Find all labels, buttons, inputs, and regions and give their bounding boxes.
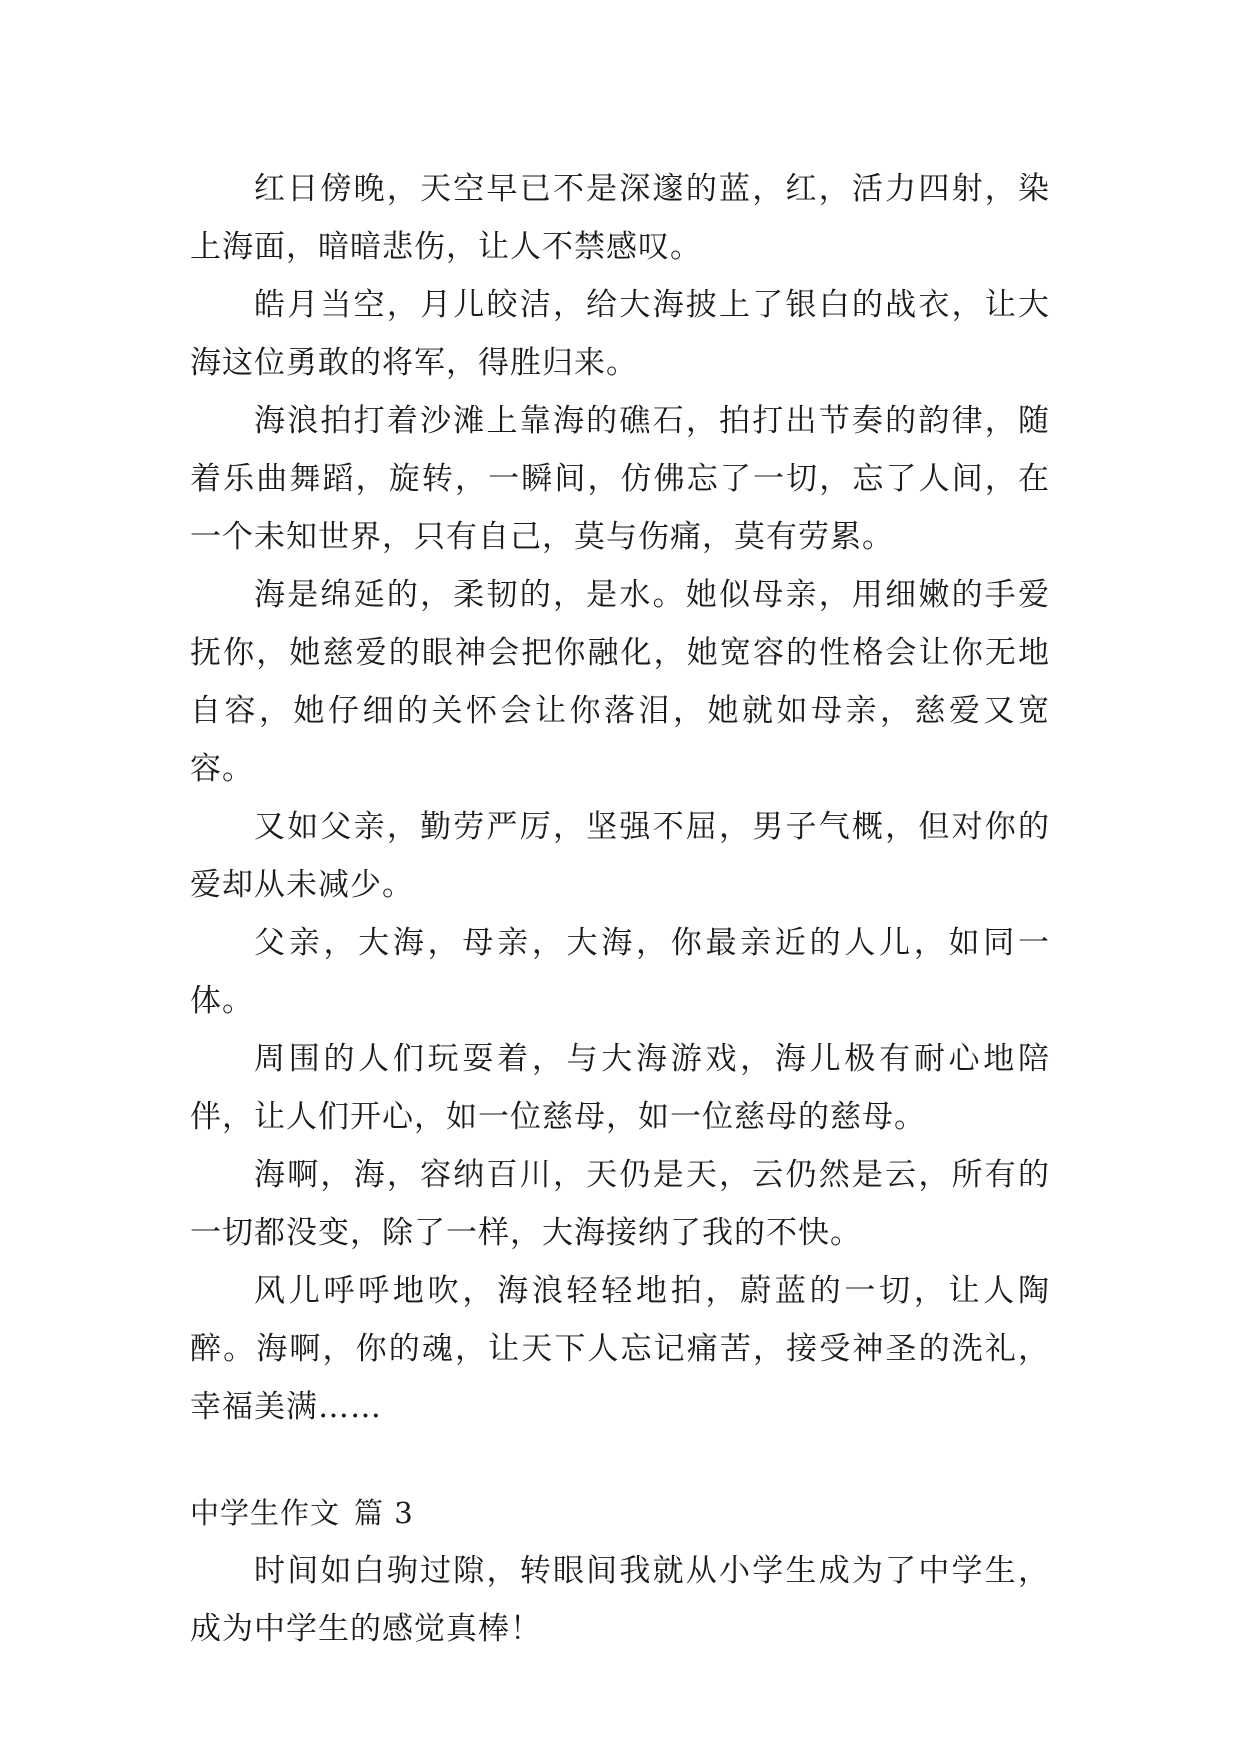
paragraph-sunset: 红日傍晚，天空早已不是深邃的蓝，红，活力四射，染上海面，暗暗悲伤，让人不禁感叹。 — [190, 171, 1050, 265]
paragraph-waves: 海浪拍打着沙滩上靠海的礁石，拍打出节奏的韵律，随着乐曲舞蹈，旋转，一瞬间，仿佛忘了一切，忘了人间，在一个未知世界，只有自己，莫与伤痛，莫有劳累。 — [190, 403, 1050, 555]
section-number: 篇 3 — [354, 1496, 414, 1530]
section-heading — [190, 1484, 1050, 1542]
paragraph-father: 又如父亲，勤劳严厉，坚强不屈，男子气概，但对你的爱却从未减少。 — [190, 809, 1050, 903]
paragraph-people: 周围的人们玩耍着，与大海游戏，海儿极有耐心地陪伴，让人们开心，如一位慈母，如一位慈母的慈母。 — [190, 1041, 1050, 1135]
paragraph-mother: 海是绵延的，柔韧的，是水。她似母亲，用细嫩的手爱抚你，她慈爱的眼神会把你融化，她宽容的性格会让你无地自容，她仔细的关怀会让你落泪，她就如母亲，慈爱又宽容。 — [190, 577, 1050, 787]
essay-body — [190, 160, 1050, 1658]
paragraph-moon: 皓月当空，月儿皎洁，给大海披上了银白的战衣，让大海这位勇敢的将军，得胜归来。 — [190, 287, 1050, 381]
paragraph-sea: 海啊，海，容纳百川，天仍是天，云仍然是云，所有的一切都没变，除了一样，大海接纳了我的不快。 — [190, 1157, 1050, 1251]
section-title: 中学生作文 — [190, 1496, 341, 1530]
paragraph-family: 父亲，大海，母亲，大海，你最亲近的人儿，如同一体。 — [190, 925, 1050, 1019]
paragraph-wind: 风儿呼呼地吹，海浪轻轻地拍，蔚蓝的一切，让人陶醉。海啊，你的魂，让天下人忘记痛苦，接受神圣的洗礼，幸福美满…… — [190, 1273, 1050, 1425]
paragraph-middle-school: 时间如白驹过隙，转眼间我就从小学生成为了中学生，成为中学生的感觉真棒！ — [190, 1553, 1050, 1647]
